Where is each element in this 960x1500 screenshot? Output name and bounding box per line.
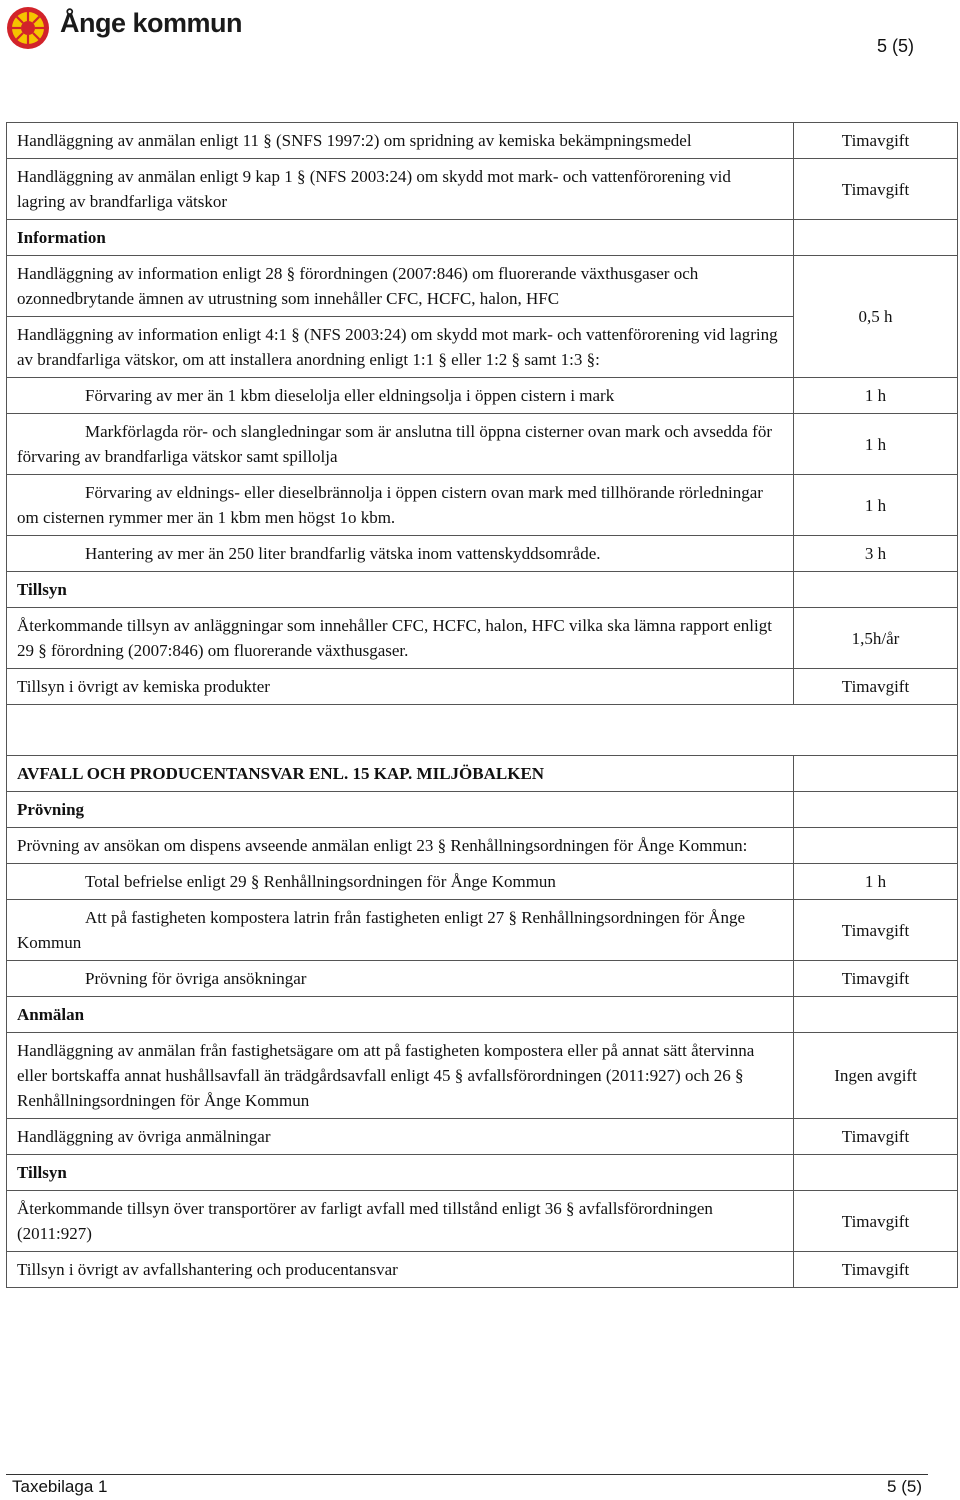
row-description: Förvaring av mer än 1 kbm dieselolja eller eldningsolja i öppen cistern i mark	[7, 378, 794, 414]
row-description: Återkommande tillsyn av anläggningar som innehåller CFC, HCFC, halon, HFC vilka ska lämna rapport enligt 29 § förordning (2007:846) om fluorerande växthusgaser.	[7, 608, 794, 669]
table-row	[7, 378, 958, 414]
table-row	[7, 123, 958, 159]
spacer-row	[7, 705, 958, 756]
row-fee: Ingen avgift	[794, 1033, 958, 1119]
row-fee: 1 h	[794, 475, 958, 536]
row-description: Handläggning av information enligt 28 § förordningen (2007:846) om fluorerande växthusgaser och ozonnedbrytande ämnen av utrustning som innehåller CFC, HCFC, halon, HFC	[7, 256, 794, 317]
section-heading-row	[7, 572, 958, 608]
row-description: Förvaring av eldnings- eller dieselbrännolja i öppen cistern ovan mark med tillhörande rörledningar om cisternen rymmer mer än 1 kbm men högst 1o kbm.	[7, 475, 794, 536]
row-fee	[794, 792, 958, 828]
table-row	[7, 256, 958, 317]
row-description: Total befrielse enligt 29 § Renhållningsordningen för Ånge Kommun	[7, 864, 794, 900]
row-description: Handläggning av anmälan enligt 9 kap 1 § (NFS 2003:24) om skydd mot mark- och vattenförorening vid lagring av brandfarliga vätskor	[7, 159, 794, 220]
row-fee: Timavgift	[794, 1252, 958, 1288]
table-row	[7, 159, 958, 220]
row-fee: Timavgift	[794, 669, 958, 705]
table-row	[7, 828, 958, 864]
table-row	[7, 414, 958, 475]
footer-document-name: Taxebilaga 1	[12, 1477, 108, 1496]
row-fee	[794, 997, 958, 1033]
row-description: Handläggning av anmälan från fastighetsägare om att på fastigheten kompostera eller på annat sätt återvinna eller bortskaffa annat hushållsavfall än trädgårdsavfall enligt 45 § avfallsförordningen (2011:927) och 26 § Renhållningsordningen för Ånge Kommun	[7, 1033, 794, 1119]
row-description: Tillsyn i övrigt av avfallshantering och producentansvar	[7, 1252, 794, 1288]
section-heading-row	[7, 1155, 958, 1191]
row-fee: Timavgift	[794, 159, 958, 220]
row-description: Hantering av mer än 250 liter brandfarlig vätska inom vattenskyddsområde.	[7, 536, 794, 572]
row-fee	[794, 756, 958, 792]
section-heading-row	[7, 220, 958, 256]
row-fee: 1,5h/år	[794, 608, 958, 669]
table-row	[7, 1119, 958, 1155]
table-row	[7, 669, 958, 705]
organization-name: Ånge kommun	[60, 8, 243, 38]
section-title-avfall: AVFALL OCH PRODUCENTANSVAR ENL. 15 KAP. MILJÖBALKEN	[7, 756, 794, 792]
row-fee: Timavgift	[794, 123, 958, 159]
row-fee: Timavgift	[794, 900, 958, 961]
page-number: 5 (5)	[876, 36, 914, 56]
row-description: Handläggning av information enligt 4:1 § (NFS 2003:24) om skydd mot mark- och vattenförorening vid lagring av brandfarliga vätskor, om att installera anordning enligt 1:1 § eller 1:2 § samt 1:3 §:	[7, 317, 794, 378]
row-description: Återkommande tillsyn över transportörer av farligt avfall med tillstånd enligt 36 § avfallsförordningen (2011:927)	[7, 1191, 794, 1252]
section-heading-anmalan: Anmälan	[7, 997, 794, 1033]
sun-emblem-icon	[6, 6, 50, 50]
row-fee: 3 h	[794, 536, 958, 572]
row-description: Prövning av ansökan om dispens avseende anmälan enligt 23 § Renhållningsordningen för Ånge Kommun:	[7, 828, 794, 864]
section-heading-row	[7, 997, 958, 1033]
row-fee: Timavgift	[794, 961, 958, 997]
table-row	[7, 864, 958, 900]
row-fee: 1 h	[794, 414, 958, 475]
row-description: Markförlagda rör- och slangledningar som är anslutna till öppna cisterner ovan mark och avsedda för förvaring av brandfarliga vätskor samt spillolja	[7, 414, 794, 475]
table-row	[7, 608, 958, 669]
section-heading-information: Information	[7, 220, 794, 256]
row-fee	[794, 1155, 958, 1191]
row-fee	[794, 572, 958, 608]
table-row	[7, 536, 958, 572]
table-row	[7, 1252, 958, 1288]
row-fee: Timavgift	[794, 1191, 958, 1252]
footer-divider	[6, 1474, 928, 1475]
row-fee: Timavgift	[794, 1119, 958, 1155]
table-row	[7, 961, 958, 997]
section-heading-provning: Prövning	[7, 792, 794, 828]
section-heading-tillsyn: Tillsyn	[7, 572, 794, 608]
row-fee	[794, 828, 958, 864]
row-fee	[794, 220, 958, 256]
table-row	[7, 1191, 958, 1252]
table-row	[7, 900, 958, 961]
fee-table	[6, 122, 958, 1288]
section-heading-row	[7, 792, 958, 828]
table-row	[7, 475, 958, 536]
spacer-cell	[7, 705, 958, 756]
row-description: Att på fastigheten kompostera latrin från fastigheten enligt 27 § Renhållningsordningen för Ånge Kommun	[7, 900, 794, 961]
row-description: Handläggning av övriga anmälningar	[7, 1119, 794, 1155]
section-title-row	[7, 756, 958, 792]
row-fee: 1 h	[794, 378, 958, 414]
row-description: Handläggning av anmälan enligt 11 § (SNFS 1997:2) om spridning av kemiska bekämpningsmedel	[7, 123, 794, 159]
row-description: Prövning för övriga ansökningar	[7, 961, 794, 997]
page-header	[0, 0, 960, 110]
row-fee: 0,5 h	[794, 256, 958, 378]
row-description: Tillsyn i övrigt av kemiska produkter	[7, 669, 794, 705]
footer-page-number: 5 (5)	[887, 1477, 922, 1496]
table-row	[7, 1033, 958, 1119]
section-heading-tillsyn-avfall: Tillsyn	[7, 1155, 794, 1191]
row-fee: 1 h	[794, 864, 958, 900]
